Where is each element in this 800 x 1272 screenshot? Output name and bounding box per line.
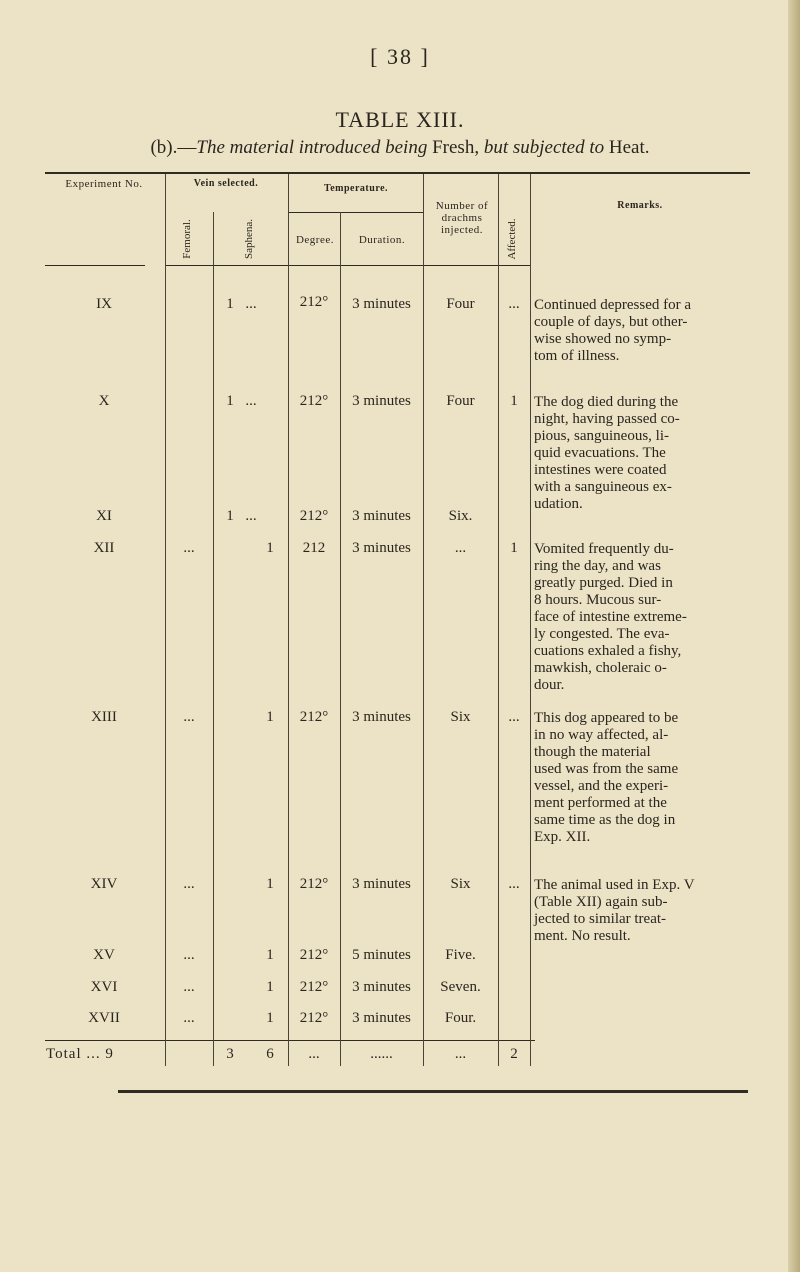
remark-line: ment performed at the bbox=[534, 795, 667, 811]
row-xvii-no: XVII bbox=[88, 1010, 120, 1026]
row-ix-saphena: ... bbox=[245, 296, 257, 312]
remark-line: (Table XII) again sub- bbox=[534, 894, 668, 910]
total-duration: ...... bbox=[370, 1046, 393, 1062]
total-number: ... bbox=[454, 1046, 467, 1062]
remark-line: cuations exhaled a fishy, bbox=[534, 643, 682, 659]
row-xvi-degree: 212° bbox=[299, 979, 329, 995]
header-degree: Degree. bbox=[295, 234, 334, 246]
row-xi-saphena: ... bbox=[245, 508, 257, 524]
remark-line: night, having passed co- bbox=[534, 411, 680, 427]
row-xv-no: XV bbox=[93, 947, 115, 963]
row-ix-femoral: 1 bbox=[226, 296, 234, 312]
row-ix-no: IX bbox=[96, 296, 112, 312]
remark-line: Exp. XII. bbox=[534, 829, 591, 845]
total-label: Total ... 9 bbox=[46, 1046, 114, 1062]
col-line-7 bbox=[530, 174, 531, 1066]
row-xiv-number: Six bbox=[450, 876, 471, 892]
row-xv-femoral: ... bbox=[183, 947, 195, 963]
header-temperature: Temperature. bbox=[323, 183, 389, 194]
row-xv-number: Five. bbox=[445, 947, 476, 963]
remark-line: jected to similar treat- bbox=[534, 911, 667, 927]
remark-line: greatly purged. Died in bbox=[534, 575, 673, 591]
total-femoral: 3 bbox=[226, 1046, 234, 1062]
row-ix-number: Four bbox=[446, 296, 475, 312]
row-xii-no: XII bbox=[93, 540, 115, 556]
remark-line: tom of illness. bbox=[534, 348, 620, 364]
row-xv-duration: 5 minutes bbox=[352, 947, 411, 963]
header-bottom-rule-left bbox=[45, 265, 145, 266]
remark-line: udation. bbox=[534, 496, 583, 512]
header-experiment: Experiment No. bbox=[65, 178, 143, 190]
row-xiii-number: Six bbox=[450, 709, 471, 725]
col-line-2 bbox=[213, 212, 214, 1066]
total-top-rule bbox=[45, 1040, 535, 1041]
remark-line: The dog died during the bbox=[534, 394, 679, 410]
row-xiv-femoral: ... bbox=[183, 876, 195, 892]
remark-line: wise showed no symp- bbox=[534, 331, 672, 347]
row-xiii-saphena: 1 bbox=[266, 709, 274, 725]
row-xiv-affected: ... bbox=[508, 876, 520, 892]
row-xiii-femoral: ... bbox=[183, 709, 195, 725]
row-xvii-femoral: ... bbox=[183, 1010, 195, 1026]
row-xvi-no: XVI bbox=[90, 979, 118, 995]
row-xii-duration: 3 minutes bbox=[352, 540, 411, 556]
header-number: Number of drachms injected. bbox=[435, 200, 489, 236]
remark-line: 8 hours. Mucous sur- bbox=[534, 592, 662, 608]
remark-x bbox=[534, 394, 744, 513]
remark-line: ment. No result. bbox=[534, 928, 631, 944]
row-xvi-duration: 3 minutes bbox=[352, 979, 411, 995]
remark-line: quid evacuations. The bbox=[534, 445, 666, 461]
remark-line: couple of days, but other- bbox=[534, 314, 688, 330]
row-x-number: Four bbox=[446, 393, 475, 409]
row-xiv-degree: 212° bbox=[299, 876, 329, 892]
remark-ix bbox=[534, 297, 744, 365]
subtitle-prefix: (b).— bbox=[150, 137, 197, 158]
row-xiii-degree: 212° bbox=[299, 709, 329, 725]
row-xiv-saphena: 1 bbox=[266, 876, 274, 892]
row-xvii-number: Four. bbox=[444, 1010, 477, 1026]
remark-line: Continued depressed for a bbox=[534, 297, 692, 313]
total-affected: 2 bbox=[510, 1046, 518, 1062]
remark-line: The animal used in Exp. V bbox=[534, 877, 695, 893]
header-duration: Duration. bbox=[358, 234, 406, 246]
row-xi-degree: 212° bbox=[299, 508, 329, 524]
remark-line: mawkish, choleraic o- bbox=[534, 660, 667, 676]
remark-line: intestines were coated bbox=[534, 462, 667, 478]
table-subtitle bbox=[0, 137, 800, 159]
remark-xii bbox=[534, 541, 744, 694]
row-xii-affected: 1 bbox=[510, 540, 518, 556]
remark-line: This dog appeared to be bbox=[534, 710, 679, 726]
remark-line: ly congested. The eva- bbox=[534, 626, 670, 642]
row-xiii-no: XIII bbox=[91, 709, 117, 725]
row-xvii-saphena: 1 bbox=[266, 1010, 274, 1026]
temperature-underline bbox=[288, 212, 423, 213]
remark-line: in no way affected, al- bbox=[534, 727, 669, 743]
row-xiv-duration: 3 minutes bbox=[352, 876, 411, 892]
row-xii-degree: 212 bbox=[302, 540, 326, 556]
page-number: [ 38 ] bbox=[370, 44, 430, 69]
header-affected: Affected. bbox=[506, 218, 518, 260]
row-xvi-saphena: 1 bbox=[266, 979, 274, 995]
remark-line: Vomited frequently du- bbox=[534, 541, 674, 557]
row-xiii-duration: 3 minutes bbox=[352, 709, 411, 725]
remark-xiv bbox=[534, 877, 744, 945]
header-femoral: Femoral. bbox=[181, 219, 193, 259]
page-edge bbox=[788, 0, 800, 1272]
row-xii-number: ... bbox=[454, 540, 467, 556]
row-xi-no: XI bbox=[96, 508, 112, 524]
row-xii-saphena: 1 bbox=[266, 540, 274, 556]
bottom-rule bbox=[118, 1090, 748, 1093]
row-xvi-femoral: ... bbox=[183, 979, 195, 995]
row-ix-duration: 3 minutes bbox=[352, 296, 411, 312]
remark-line: same time as the dog in bbox=[534, 812, 676, 828]
remark-xiii bbox=[534, 710, 744, 846]
row-xvii-duration: 3 minutes bbox=[352, 1010, 411, 1026]
subtitle-fresh: Fresh, bbox=[432, 137, 480, 158]
total-degree: ... bbox=[308, 1046, 320, 1062]
row-x-saphena: ... bbox=[245, 393, 257, 409]
row-x-affected: 1 bbox=[510, 393, 518, 409]
row-xii-femoral: ... bbox=[183, 540, 195, 556]
row-ix-affected: ... bbox=[508, 296, 520, 312]
header-bottom-rule bbox=[165, 265, 530, 266]
row-xv-saphena: 1 bbox=[266, 947, 274, 963]
remark-line: ring the day, and was bbox=[534, 558, 661, 574]
row-xi-duration: 3 minutes bbox=[352, 508, 411, 524]
table-title: TABLE XIII. bbox=[335, 107, 465, 132]
total-saphena: 6 bbox=[266, 1046, 274, 1062]
row-x-duration: 3 minutes bbox=[352, 393, 411, 409]
remark-line: face of intestine extreme- bbox=[534, 609, 687, 625]
row-ix-degree: 212° bbox=[299, 294, 329, 310]
row-xvii-degree: 212° bbox=[299, 1010, 329, 1026]
remark-line: used was from the same bbox=[534, 761, 679, 777]
row-xi-number: Six. bbox=[448, 508, 473, 524]
col-line-4 bbox=[340, 212, 341, 1066]
subtitle-italic-1: The material introduced being bbox=[196, 137, 428, 158]
remark-line: dour. bbox=[534, 677, 565, 693]
subtitle-italic-2: but subjected to bbox=[483, 137, 605, 158]
remark-line: with a sanguineous ex- bbox=[534, 479, 672, 495]
row-x-degree: 212° bbox=[299, 393, 329, 409]
row-xiv-no: XIV bbox=[90, 876, 118, 892]
row-xvi-number: Seven. bbox=[440, 979, 481, 995]
row-xiii-affected: ... bbox=[508, 709, 520, 725]
header-remarks: Remarks. bbox=[617, 200, 663, 211]
remark-line: vessel, and the experi- bbox=[534, 778, 669, 794]
row-xv-degree: 212° bbox=[299, 947, 329, 963]
row-x-femoral: 1 bbox=[226, 393, 234, 409]
header-saphena: Saphena. bbox=[243, 219, 255, 260]
row-x-no: X bbox=[98, 393, 110, 409]
header-vein: Vein selected. bbox=[193, 178, 259, 189]
col-line-1 bbox=[165, 174, 166, 1066]
subtitle-end: Heat. bbox=[608, 137, 650, 158]
remark-line: pious, sanguineous, li- bbox=[534, 428, 669, 444]
top-rule bbox=[45, 172, 750, 174]
row-xi-femoral: 1 bbox=[226, 508, 234, 524]
remark-line: though the material bbox=[534, 744, 651, 760]
